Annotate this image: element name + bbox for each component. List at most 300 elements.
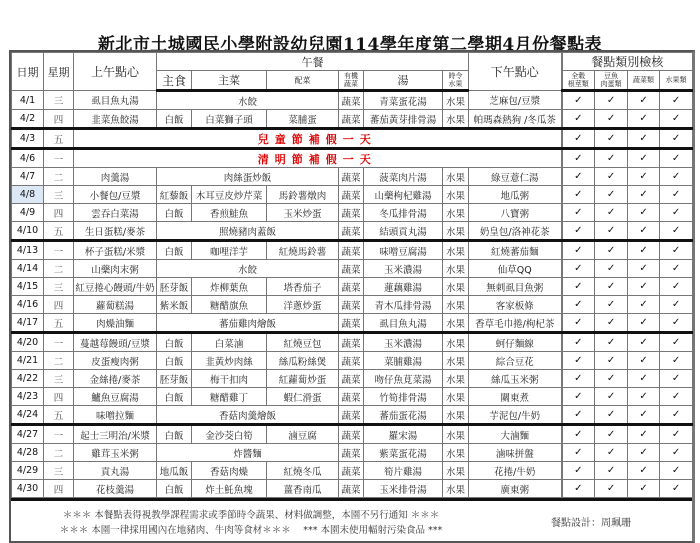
veg-check-icon: ✓ — [628, 370, 660, 388]
fruit-check-icon: ✓ — [660, 260, 693, 278]
protein-check-icon: ✓ — [595, 406, 628, 425]
fruit-check-icon: ✓ — [660, 444, 693, 462]
grain-check-icon: ✓ — [562, 370, 595, 388]
side-dish-cell: 菜脯蛋 — [267, 110, 339, 129]
veg-check-icon: ✓ — [628, 260, 660, 278]
protein-check-icon: ✓ — [595, 149, 628, 168]
menu-row — [12, 444, 693, 462]
organic-veg-cell: 蔬菜 — [339, 91, 364, 110]
footer-notes — [11, 498, 692, 541]
header-lunch: 午餐 — [157, 53, 469, 71]
main-dish-cell: 梅干扣肉 — [192, 370, 267, 388]
menu-row — [12, 168, 693, 186]
pm-snack-cell: 芋泥包/牛奶 — [469, 406, 562, 425]
protein-check-icon: ✓ — [595, 168, 628, 186]
pm-snack-cell: 仙草QQ — [469, 260, 562, 278]
weekday-cell: 三 — [44, 91, 74, 110]
footer-note-2: ＊＊＊ 本園一律採用國內在地豬肉、牛肉等食材＊＊＊ *** 本園未使用輻射污染食品 *** — [59, 525, 443, 536]
header-veg: 蔬菜類 — [628, 71, 660, 91]
date-cell[interactable]: 4/22 — [12, 370, 44, 388]
pm-snack-cell: 蚵仔麵線 — [469, 333, 562, 352]
menu-row — [12, 186, 693, 204]
am-snack-cell: 花枝羹湯 — [74, 480, 157, 498]
veg-check-icon: ✓ — [628, 241, 660, 260]
main-dish-cell: 香菇肉燥 — [192, 462, 267, 480]
menu-row — [12, 222, 693, 241]
side-dish-cell: 薑香南瓜 — [267, 480, 339, 498]
fruit-cell: 水果 — [443, 110, 469, 129]
soup-cell: 吻仔魚莧菜湯 — [364, 370, 443, 388]
lunch-combined-cell: 水餃 — [157, 91, 339, 110]
grain-check-icon: ✓ — [562, 129, 595, 149]
weekday-cell: 一 — [44, 149, 74, 168]
am-snack-cell: 肉羹湯 — [74, 168, 157, 186]
grain-check-icon: ✓ — [562, 241, 595, 260]
header-main-dish: 主菜 — [192, 71, 267, 91]
veg-check-icon: ✓ — [628, 222, 660, 241]
fruit-cell: 水果 — [443, 425, 469, 444]
fruit-cell: 水果 — [443, 333, 469, 352]
fruit-cell: 水果 — [443, 296, 469, 314]
staple-cell: 白飯 — [157, 425, 192, 444]
staple-cell: 胚芽飯 — [157, 278, 192, 296]
header-side-dish: 配菜 — [267, 71, 339, 91]
organic-veg-cell: 蔬菜 — [339, 462, 364, 480]
main-dish-cell: 香煎鮭魚 — [192, 204, 267, 222]
grain-check-icon: ✓ — [562, 314, 595, 333]
am-snack-cell: 肉燥油麵 — [74, 314, 157, 333]
pm-snack-cell: 絲瓜玉米粥 — [469, 370, 562, 388]
pm-snack-cell: 綠豆薏仁湯 — [469, 168, 562, 186]
weekday-cell: 五 — [44, 129, 74, 149]
am-snack-cell: 生日蛋糕/麥茶 — [74, 222, 157, 241]
protein-check-icon: ✓ — [595, 462, 628, 480]
organic-veg-cell: 蔬菜 — [339, 480, 364, 498]
side-dish-cell: 玉米炒蛋 — [267, 204, 339, 222]
staple-cell: 白飯 — [157, 333, 192, 352]
fruit-check-icon: ✓ — [660, 314, 693, 333]
organic-veg-cell: 蔬菜 — [339, 333, 364, 352]
header-soup: 湯 — [364, 71, 443, 91]
staple-cell: 白飯 — [157, 388, 192, 406]
menu-row — [12, 314, 693, 333]
date-cell[interactable]: 4/9 — [12, 204, 44, 222]
veg-check-icon: ✓ — [628, 168, 660, 186]
fruit-cell: 水果 — [443, 462, 469, 480]
protein-check-icon: ✓ — [595, 278, 628, 296]
pm-snack-cell: 關東煮 — [469, 388, 562, 406]
grain-check-icon: ✓ — [562, 352, 595, 370]
menu-row — [12, 204, 693, 222]
menu-row — [12, 462, 693, 480]
fruit-check-icon: ✓ — [660, 333, 693, 352]
weekday-cell: 三 — [44, 278, 74, 296]
pm-snack-cell: 八寶粥 — [469, 204, 562, 222]
am-snack-cell: 皮蛋瘦肉粥 — [74, 352, 157, 370]
grain-check-icon: ✓ — [562, 444, 595, 462]
lunch-combined-cell: 照燒豬肉蓋飯 — [157, 222, 339, 241]
header-am-snack: 上午點心 — [74, 53, 157, 91]
protein-check-icon: ✓ — [595, 370, 628, 388]
weekday-cell: 四 — [44, 296, 74, 314]
grain-check-icon: ✓ — [562, 296, 595, 314]
soup-cell: 虱目魚丸湯 — [364, 314, 443, 333]
organic-veg-cell: 蔬菜 — [339, 222, 364, 241]
holiday-notice: 兒童節補假一天 — [74, 129, 562, 149]
weekday-cell: 五 — [44, 222, 74, 241]
veg-check-icon: ✓ — [628, 296, 660, 314]
fruit-cell: 水果 — [443, 444, 469, 462]
header-protein: 豆魚 肉蛋類 — [595, 71, 628, 91]
veg-check-icon: ✓ — [628, 314, 660, 333]
weekday-cell: 一 — [44, 333, 74, 352]
soup-cell: 竹筍排骨湯 — [364, 388, 443, 406]
fruit-cell: 水果 — [443, 168, 469, 186]
fruit-cell: 水果 — [443, 388, 469, 406]
menu-row — [12, 406, 693, 425]
fruit-cell: 水果 — [443, 186, 469, 204]
fruit-check-icon: ✓ — [660, 241, 693, 260]
date-cell[interactable]: 4/1 — [12, 91, 44, 110]
fruit-check-icon: ✓ — [660, 168, 693, 186]
date-cell[interactable]: 4/7 — [12, 168, 44, 186]
soup-cell: 筍片雞湯 — [364, 462, 443, 480]
pm-snack-cell: 花捲/牛奶 — [469, 462, 562, 480]
staple-cell: 胚芽飯 — [157, 370, 192, 388]
fruit-check-icon: ✓ — [660, 388, 693, 406]
side-dish-cell: 紅蘿蔔炒蛋 — [267, 370, 339, 388]
staple-cell: 白飯 — [157, 241, 192, 260]
protein-check-icon: ✓ — [595, 480, 628, 498]
veg-check-icon: ✓ — [628, 278, 660, 296]
am-snack-cell: 虱目魚丸湯 — [74, 91, 157, 110]
staple-cell: 白飯 — [157, 204, 192, 222]
am-snack-cell: 紅豆捲心饅頭/牛奶 — [74, 278, 157, 296]
grain-check-icon: ✓ — [562, 110, 595, 129]
header-weekday: 星期 — [44, 53, 74, 91]
am-snack-cell: 蔓越莓饅頭/豆漿 — [74, 333, 157, 352]
side-dish-cell: 洋蔥炒蛋 — [267, 296, 339, 314]
grain-check-icon: ✓ — [562, 406, 595, 425]
date-cell[interactable]: 4/27 — [12, 425, 44, 444]
fruit-check-icon: ✓ — [660, 222, 693, 241]
menu-sheet — [9, 50, 695, 543]
soup-cell: 結頭貢丸湯 — [364, 222, 443, 241]
staple-cell: 地瓜飯 — [157, 462, 192, 480]
organic-veg-cell: 蔬菜 — [339, 168, 364, 186]
am-snack-cell: 杯子蛋糕/米漿 — [74, 241, 157, 260]
organic-veg-cell: 蔬菜 — [339, 352, 364, 370]
soup-cell: 菜脯雞湯 — [364, 352, 443, 370]
date-cell[interactable]: 4/8 — [12, 186, 44, 204]
side-dish-cell: 馬鈴薯燉肉 — [267, 186, 339, 204]
fruit-check-icon: ✓ — [660, 425, 693, 444]
header-pm-snack: 下午點心 — [469, 53, 562, 91]
date-cell[interactable]: 4/28 — [12, 444, 44, 462]
protein-check-icon: ✓ — [595, 241, 628, 260]
protein-check-icon: ✓ — [595, 425, 628, 444]
veg-check-icon: ✓ — [628, 129, 660, 149]
am-snack-cell: 雲吞白菜湯 — [74, 204, 157, 222]
organic-veg-cell: 蔬菜 — [339, 388, 364, 406]
organic-veg-cell: 蔬菜 — [339, 186, 364, 204]
fruit-check-icon: ✓ — [660, 480, 693, 498]
main-dish-cell: 咖哩洋芋 — [192, 241, 267, 260]
header-check: 餐點類別檢核 — [562, 53, 693, 71]
grain-check-icon: ✓ — [562, 149, 595, 168]
menu-designer: 餐點設計：周珮珊 — [551, 518, 631, 529]
fruit-cell: 水果 — [443, 241, 469, 260]
grain-check-icon: ✓ — [562, 168, 595, 186]
pm-snack-cell: 綜合豆花 — [469, 352, 562, 370]
am-snack-cell: 貢丸湯 — [74, 462, 157, 480]
staple-cell: 白飯 — [157, 110, 192, 129]
weekday-cell: 二 — [44, 168, 74, 186]
protein-check-icon: ✓ — [595, 222, 628, 241]
grain-check-icon: ✓ — [562, 278, 595, 296]
date-cell[interactable]: 4/24 — [12, 406, 44, 425]
weekday-cell: 三 — [44, 462, 74, 480]
main-dish-cell: 炸柳葉魚 — [192, 278, 267, 296]
weekday-cell: 五 — [44, 314, 74, 333]
soup-cell: 味噌豆腐湯 — [364, 241, 443, 260]
soup-cell: 玉米排骨湯 — [364, 480, 443, 498]
menu-row — [12, 370, 693, 388]
soup-cell: 紫菜蛋花湯 — [364, 444, 443, 462]
weekday-cell: 一 — [44, 241, 74, 260]
protein-check-icon: ✓ — [595, 186, 628, 204]
veg-check-icon: ✓ — [628, 149, 660, 168]
grain-check-icon: ✓ — [562, 425, 595, 444]
side-dish-cell: 蝦仁滑蛋 — [267, 388, 339, 406]
organic-veg-cell: 蔬菜 — [339, 204, 364, 222]
organic-veg-cell: 蔬菜 — [339, 296, 364, 314]
fruit-check-icon: ✓ — [660, 91, 693, 110]
soup-cell: 山藥枸杞雞湯 — [364, 186, 443, 204]
fruit-check-icon: ✓ — [660, 296, 693, 314]
grain-check-icon: ✓ — [562, 388, 595, 406]
protein-check-icon: ✓ — [595, 204, 628, 222]
main-dish-cell: 白菜獅子頭 — [192, 110, 267, 129]
grain-check-icon: ✓ — [562, 204, 595, 222]
date-cell[interactable]: 4/6 — [12, 149, 44, 168]
menu-row — [12, 352, 693, 370]
pm-snack-cell: 無刺虱目魚粥 — [469, 278, 562, 296]
lunch-combined-cell: 肉絲蛋炒飯 — [157, 168, 339, 186]
weekday-cell: 五 — [44, 406, 74, 425]
main-dish-cell: 木耳豆皮炒芹菜 — [192, 186, 267, 204]
main-dish-cell: 金沙茭白筍 — [192, 425, 267, 444]
date-cell[interactable]: 4/29 — [12, 462, 44, 480]
header-grain: 全穀 根莖類 — [562, 71, 595, 91]
fruit-cell: 水果 — [443, 278, 469, 296]
fruit-cell: 水果 — [443, 314, 469, 333]
protein-check-icon: ✓ — [595, 296, 628, 314]
menu-row — [12, 91, 693, 110]
veg-check-icon: ✓ — [628, 110, 660, 129]
header-staple: 主食 — [157, 71, 192, 91]
fruit-cell: 水果 — [443, 370, 469, 388]
soup-cell: 菠菜肉片湯 — [364, 168, 443, 186]
pm-snack-cell: 地瓜粥 — [469, 186, 562, 204]
soup-cell: 冬瓜排骨湯 — [364, 204, 443, 222]
pm-snack-cell: 滷味拼盤 — [469, 444, 562, 462]
staple-cell: 紅藜飯 — [157, 186, 192, 204]
veg-check-icon: ✓ — [628, 204, 660, 222]
pm-snack-cell: 香草毛巾捲/枸杞茶 — [469, 314, 562, 333]
menu-row — [12, 149, 693, 168]
veg-check-icon: ✓ — [628, 462, 660, 480]
fruit-check-icon: ✓ — [660, 204, 693, 222]
weekday-cell: 二 — [44, 352, 74, 370]
weekday-cell: 三 — [44, 186, 74, 204]
menu-row — [12, 425, 693, 444]
soup-cell: 蕃茄黃芽排骨湯 — [364, 110, 443, 129]
staple-cell: 紫米飯 — [157, 296, 192, 314]
veg-check-icon: ✓ — [628, 425, 660, 444]
protein-check-icon: ✓ — [595, 129, 628, 149]
side-dish-cell: 紅燒冬瓜 — [267, 462, 339, 480]
date-cell[interactable]: 4/20 — [12, 333, 44, 352]
am-snack-cell: 味噌拉麵 — [74, 406, 157, 425]
page-title: 新北市土城國民小學附設幼兒園114學年度第二學期4月份餐點表 — [97, 35, 603, 55]
side-dish-cell: 滷豆腐 — [267, 425, 339, 444]
pm-snack-cell: 紅燒蕃茄麵 — [469, 241, 562, 260]
lunch-combined-cell: 蕃茄雞肉燴飯 — [157, 314, 339, 333]
menu-row — [12, 296, 693, 314]
veg-check-icon: ✓ — [628, 333, 660, 352]
fruit-check-icon: ✓ — [660, 149, 693, 168]
header-organic-veg: 有機 蔬菜 — [339, 71, 364, 91]
main-dish-cell: 糖醋旗魚 — [192, 296, 267, 314]
menu-row — [12, 110, 693, 129]
veg-check-icon: ✓ — [628, 91, 660, 110]
grain-check-icon: ✓ — [562, 222, 595, 241]
menu-row — [12, 388, 693, 406]
soup-cell: 蕃茄蛋花湯 — [364, 406, 443, 425]
protein-check-icon: ✓ — [595, 260, 628, 278]
organic-veg-cell: 蔬菜 — [339, 260, 364, 278]
organic-veg-cell: 蔬菜 — [339, 241, 364, 260]
am-snack-cell: 韭菜魚餃湯 — [74, 110, 157, 129]
lunch-combined-cell: 水餃 — [157, 260, 339, 278]
weekday-cell: 二 — [44, 260, 74, 278]
date-cell[interactable]: 4/15 — [12, 278, 44, 296]
side-dish-cell: 塔香茄子 — [267, 278, 339, 296]
pm-snack-cell: 帕瑪森熱狗 /冬瓜茶 — [469, 110, 562, 129]
grain-check-icon: ✓ — [562, 91, 595, 110]
fruit-cell: 水果 — [443, 406, 469, 425]
fruit-cell: 水果 — [443, 91, 469, 110]
fruit-check-icon: ✓ — [660, 370, 693, 388]
fruit-check-icon: ✓ — [660, 352, 693, 370]
date-cell[interactable]: 4/2 — [12, 110, 44, 129]
menu-table — [11, 52, 693, 498]
date-cell[interactable]: 4/13 — [12, 241, 44, 260]
fruit-check-icon: ✓ — [660, 462, 693, 480]
veg-check-icon: ✓ — [628, 352, 660, 370]
organic-veg-cell: 蔬菜 — [339, 406, 364, 425]
fruit-check-icon: ✓ — [660, 406, 693, 425]
grain-check-icon: ✓ — [562, 480, 595, 498]
date-cell[interactable]: 4/3 — [12, 129, 44, 149]
date-cell[interactable]: 4/21 — [12, 352, 44, 370]
veg-check-icon: ✓ — [628, 388, 660, 406]
veg-check-icon: ✓ — [628, 480, 660, 498]
protein-check-icon: ✓ — [595, 110, 628, 129]
weekday-cell: 四 — [44, 204, 74, 222]
soup-cell: 羅宋湯 — [364, 425, 443, 444]
grain-check-icon: ✓ — [562, 462, 595, 480]
date-cell[interactable]: 4/10 — [12, 222, 44, 241]
pm-snack-cell: 客家板條 — [469, 296, 562, 314]
staple-cell: 白飯 — [157, 480, 192, 498]
weekday-cell: 二 — [44, 444, 74, 462]
weekday-cell: 一 — [44, 425, 74, 444]
menu-row — [12, 129, 693, 149]
veg-check-icon: ✓ — [628, 444, 660, 462]
header-date: 日期 — [12, 53, 44, 91]
date-cell[interactable]: 4/16 — [12, 296, 44, 314]
main-dish-cell: 糖醋雞丁 — [192, 388, 267, 406]
soup-cell: 玉米濃湯 — [364, 333, 443, 352]
weekday-cell: 四 — [44, 480, 74, 498]
organic-veg-cell: 蔬菜 — [339, 370, 364, 388]
main-dish-cell: 炸土魠魚塊 — [192, 480, 267, 498]
side-dish-cell: 絲瓜粉絲煲 — [267, 352, 339, 370]
am-snack-cell: 金絲捲/麥茶 — [74, 370, 157, 388]
side-dish-cell: 紅燒馬鈴薯 — [267, 241, 339, 260]
date-cell[interactable]: 4/23 — [12, 388, 44, 406]
pm-snack-cell: 芝麻包/豆漿 — [469, 91, 562, 110]
protein-check-icon: ✓ — [595, 444, 628, 462]
soup-cell: 青菜蛋花湯 — [364, 91, 443, 110]
am-snack-cell: 小餐包/豆漿 — [74, 186, 157, 204]
fruit-check-icon: ✓ — [660, 186, 693, 204]
date-cell[interactable]: 4/14 — [12, 260, 44, 278]
soup-cell: 青木瓜排骨湯 — [364, 296, 443, 314]
organic-veg-cell: 蔬菜 — [339, 425, 364, 444]
holiday-notice: 清明節補假一天 — [74, 149, 562, 168]
am-snack-cell: 雞茸玉米粥 — [74, 444, 157, 462]
am-snack-cell: 起士三明治/米漿 — [74, 425, 157, 444]
date-cell[interactable]: 4/30 — [12, 480, 44, 498]
main-dish-cell: 韭黃炒肉絲 — [192, 352, 267, 370]
veg-check-icon: ✓ — [628, 186, 660, 204]
fruit-cell: 水果 — [443, 352, 469, 370]
protein-check-icon: ✓ — [595, 333, 628, 352]
protein-check-icon: ✓ — [595, 388, 628, 406]
fruit-cell: 水果 — [443, 222, 469, 241]
fruit-cell: 水果 — [443, 480, 469, 498]
weekday-cell: 四 — [44, 110, 74, 129]
menu-row — [12, 241, 693, 260]
protein-check-icon: ✓ — [595, 314, 628, 333]
staple-cell: 白飯 — [157, 352, 192, 370]
lunch-combined-cell: 香菇肉羹燴飯 — [157, 406, 339, 425]
pm-snack-cell: 廣東粥 — [469, 480, 562, 498]
soup-cell: 玉米濃湯 — [364, 260, 443, 278]
fruit-cell: 水果 — [443, 204, 469, 222]
side-dish-cell: 紅燒豆包 — [267, 333, 339, 352]
date-cell[interactable]: 4/17 — [12, 314, 44, 333]
soup-cell: 蓮藕雞湯 — [364, 278, 443, 296]
am-snack-cell: 山藥肉末粥 — [74, 260, 157, 278]
organic-veg-cell: 蔬菜 — [339, 444, 364, 462]
grain-check-icon: ✓ — [562, 333, 595, 352]
fruit-cell: 水果 — [443, 260, 469, 278]
fruit-check-icon: ✓ — [660, 129, 693, 149]
